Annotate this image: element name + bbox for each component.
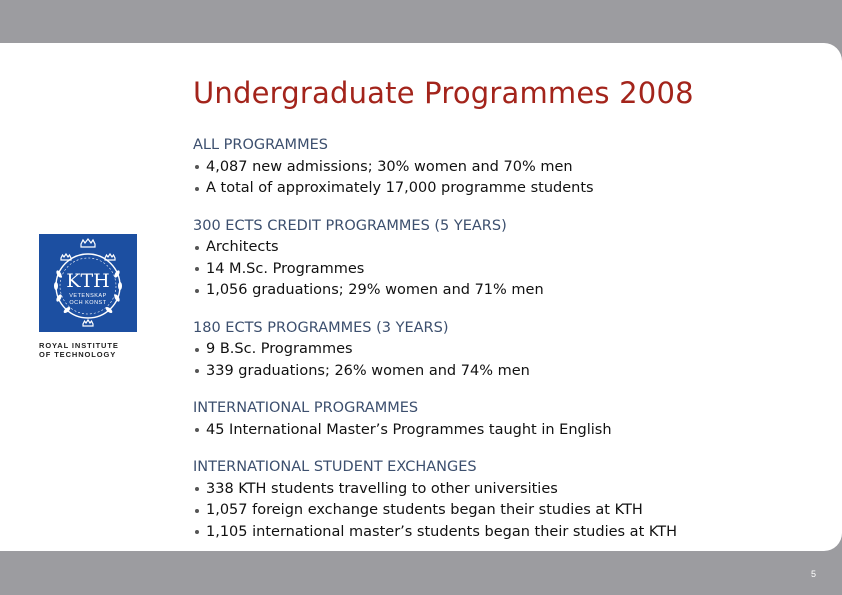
section-student-exchanges: [193, 457, 813, 543]
logo-wordmark: KTH: [66, 270, 110, 292]
bullet-icon: [195, 530, 199, 534]
bullet-text: 1,105 international master’s students began their studies at KTH: [206, 523, 678, 540]
section-heading: 300 ECTS CREDIT PROGRAMMES (5 YEARS): [193, 217, 507, 234]
bullet-icon: [195, 267, 199, 271]
logo-caption: [39, 341, 149, 359]
bullet-icon: [195, 428, 199, 432]
list-item: [193, 259, 813, 281]
bullet-text: 339 graduations; 26% women and 74% men: [206, 362, 530, 379]
bullet-icon: [195, 369, 199, 373]
bullet-text: 1,057 foreign exchange students began their studies at KTH: [206, 502, 643, 518]
list-item: [193, 479, 813, 501]
bullet-text: 1,056 graduations; 29% women and 71% men: [206, 282, 544, 298]
bullet-icon: [195, 509, 199, 513]
page-number: 5: [810, 569, 816, 579]
list-item: [193, 500, 813, 522]
kth-logo: [39, 234, 137, 332]
bullet-text: 338 KTH students travelling to other universities: [206, 480, 558, 497]
section-all-programmes: [193, 135, 813, 200]
slide-content: [193, 135, 813, 559]
bullet-icon: [195, 487, 199, 491]
section-heading: 180 ECTS PROGRAMMES (3 YEARS): [193, 319, 449, 336]
bullet-text: 45 International Master’s Programmes taught in English: [206, 421, 612, 438]
list-item: [193, 361, 813, 383]
slide-title: Undergraduate Programmes 2008: [193, 76, 694, 110]
bottom-band: [0, 551, 842, 595]
list-item: [193, 522, 813, 544]
bullet-icon: [195, 187, 199, 191]
bullet-text: Architects: [206, 239, 279, 255]
logo-motto-line2: OCH KONST: [69, 300, 107, 306]
section-180-ects: [193, 318, 813, 383]
bullet-text: 9 B.Sc. Programmes: [206, 341, 353, 357]
list-item: [193, 280, 813, 302]
section-300-ects: [193, 216, 813, 302]
list-item: [193, 420, 813, 442]
bullet-text: A total of approximately 17,000 programme students: [206, 180, 594, 196]
section-heading: ALL PROGRAMMES: [193, 137, 328, 153]
bullet-icon: [195, 289, 199, 293]
logo-motto-line1: VETENSKAP: [69, 293, 107, 299]
list-item: [193, 157, 813, 179]
section-heading: INTERNATIONAL STUDENT EXCHANGES: [193, 459, 477, 475]
section-heading: INTERNATIONAL PROGRAMMES: [193, 400, 419, 416]
logo-caption-line2: OF TECHNOLOGY: [39, 350, 117, 359]
kth-emblem-icon: [39, 234, 137, 332]
section-international-programmes: [193, 398, 813, 441]
bullet-text: 4,087 new admissions; 30% women and 70% men: [206, 158, 573, 175]
list-item: [193, 339, 813, 361]
bullet-icon: [195, 348, 199, 352]
bullet-icon: [195, 246, 199, 250]
list-item: [193, 178, 813, 200]
bullet-text: 14 M.Sc. Programmes: [206, 260, 365, 277]
list-item: [193, 237, 813, 259]
bullet-icon: [195, 165, 199, 169]
logo-caption-line1: ROYAL INSTITUTE: [39, 341, 119, 350]
